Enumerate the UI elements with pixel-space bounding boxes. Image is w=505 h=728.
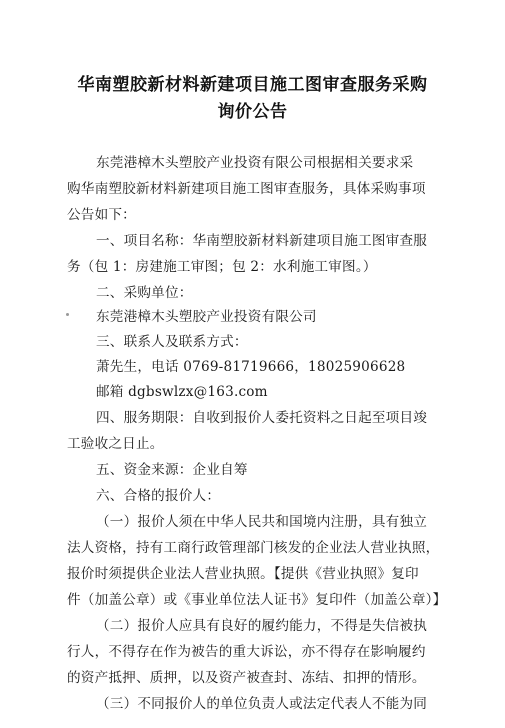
- body-line-1: 东莞港樟木头塑胶产业投资有限公司根据相关要求采: [96, 155, 414, 171]
- body-line-18: 件（加盖公章）或《事业单位法人证书》复印件（加盖公章）】: [67, 592, 447, 608]
- body-line-16: 法人资格，持有工商行政管理部门核发的企业法人营业执照，: [67, 540, 440, 556]
- body-line-17: 报价时须提供企业法人营业执照。【提供《营业执照》复印: [67, 566, 419, 582]
- body-line-2: 购华南塑胶新材料新建项目施工图审查服务，具体采购事项: [67, 181, 426, 197]
- body-line-20: 行人，不得存在作为被告的重大诉讼，亦不得存在影响履约: [67, 644, 426, 660]
- body-line-19: （二）报价人应具有良好的履约能力，不得是失信被执: [96, 618, 428, 634]
- body-line-8: 三、联系人及联系方式：: [96, 334, 248, 350]
- body-line-14: 六、合格的报价人：: [96, 488, 221, 504]
- body-line-7: 东莞港樟木头塑胶产业投资有限公司: [96, 309, 317, 325]
- body-line-10: 邮箱 dgbswlzx@163.com: [96, 384, 268, 400]
- document-title-line-2: 询价公告: [217, 102, 288, 122]
- document-title-line-1: 华南塑胶新材料新建项目施工图审查服务采购: [77, 75, 428, 95]
- body-line-6: 二、采购单位：: [96, 285, 193, 301]
- body-line-5: 务（包 1：房建施工审图；包 2：水利施工审图。）: [67, 259, 377, 275]
- body-line-11: 四、服务期限：自收到报价人委托资料之日起至项目竣: [96, 410, 428, 426]
- body-line-22: （三）不同报价人的单位负责人或法定代表人不能为同: [96, 696, 428, 712]
- body-line-3: 公告如下：: [67, 207, 136, 223]
- body-line-12: 工验收之日止。: [67, 436, 164, 452]
- body-line-21: 的资产抵押、质押，以及资产被查封、冻结、扣押的情形。: [67, 670, 426, 686]
- scan-dot: [66, 313, 69, 316]
- body-line-4: 一、项目名称：华南塑胶新材料新建项目施工图审查服: [96, 233, 428, 249]
- body-line-13: 五、资金来源：企业自筹: [96, 462, 248, 478]
- body-line-15: （一）报价人须在中华人民共和国境内注册，具有独立: [96, 514, 428, 530]
- body-line-9: 萧先生，电话 0769-81719666，18025906628: [96, 359, 406, 375]
